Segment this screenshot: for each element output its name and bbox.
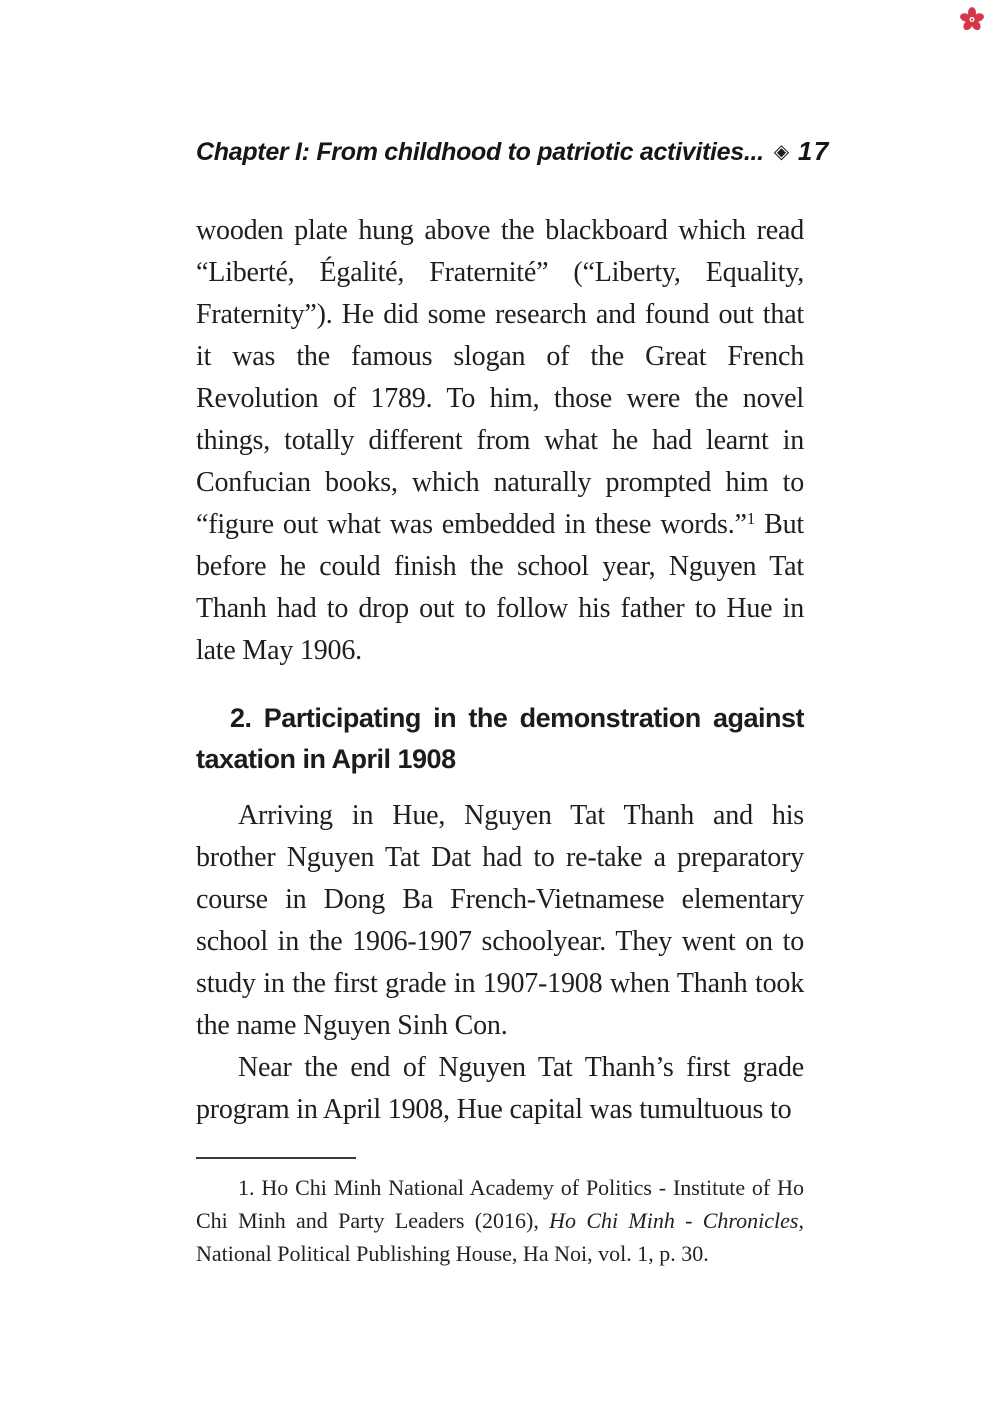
footnote-text: 1. Ho Chi Minh National Academy of Politics - Institute of Ho Chi Minh and Party Leaders (2016), — [196, 1175, 804, 1233]
paragraph-1-text-continued: But before he could finish the school year, Nguyen Tat Thanh had to drop out to follow his father to Hue in late May 1906. — [196, 509, 805, 666]
text-column — [196, 0, 830, 1270]
paragraph-1 — [196, 210, 804, 672]
red-flower-icon — [958, 5, 986, 33]
diamond-separator-icon: ◈ — [773, 139, 789, 163]
section-heading — [196, 698, 804, 780]
footnote — [196, 1171, 804, 1270]
footnote-text-continued: , National Political Publishing House, Ha Noi, vol. 1, p. 30. — [196, 1208, 804, 1266]
page-number: 17 — [797, 136, 830, 166]
paragraph-2: Arriving in Hue, Nguyen Tat Thanh and his brother Nguyen Tat Dat had to re-take a preparatory course in Dong Ba French-Vietnamese elementary school in the 1906-1907 schoolyear. They went on to study in the first grade in 1907-1908 when Thanh took the name Nguyen Sinh Con. — [196, 800, 804, 1041]
section-heading-line-1: 2. Participating in the demonstration against — [230, 703, 804, 733]
running-head — [196, 136, 830, 166]
footnote-reference-1: 1 — [746, 509, 756, 528]
paragraph-1-text: wooden plate hung above the blackboard which read “Liberté, Égalité, Fraternité” (“Liberty, Equality, Fraternity”). He did some research and found out that it was the famous slogan of the Great French Revolution of 1789. To him, those were the novel things, totally different from what he had learnt in Confucian books, which naturally prompted him to “figure out what was embedded in these words.” — [196, 215, 804, 540]
running-head-title: Chapter I: From childhood to patriotic activities... — [196, 138, 764, 166]
paragraph-3: Near the end of Nguyen Tat Thanh’s first grade program in April 1908, Hue capital was tumultuous to — [196, 1052, 804, 1125]
section-heading-line-2: taxation in April 1908 — [196, 744, 456, 774]
footnote-book-title: Ho Chi Minh - Chronicles — [549, 1208, 799, 1233]
footnote-divider — [196, 1157, 356, 1159]
